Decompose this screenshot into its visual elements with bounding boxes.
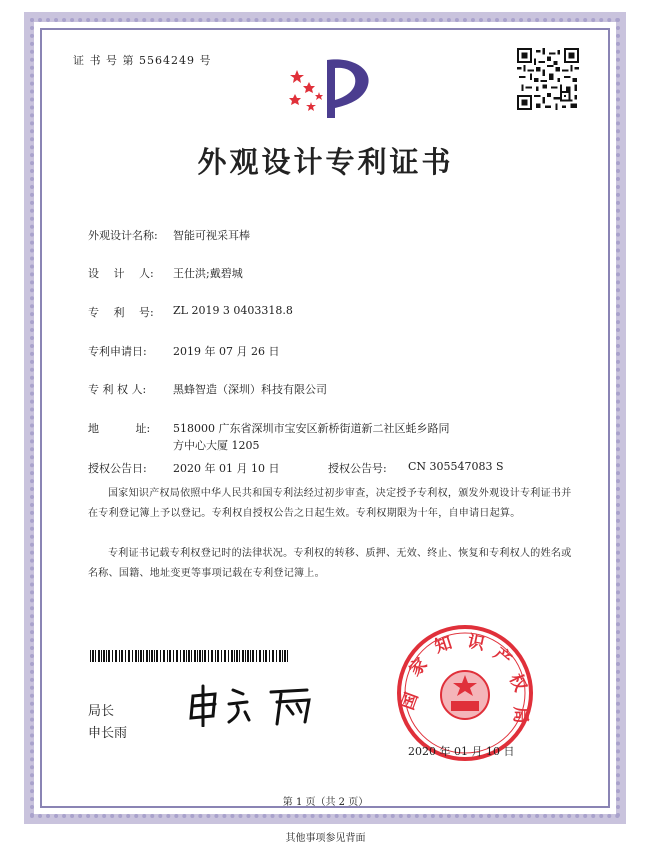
barcode-icon xyxy=(90,650,290,662)
design-name-value: 智能可视采耳棒 xyxy=(173,229,250,242)
svg-text:国: 国 xyxy=(397,689,423,713)
svg-text:知: 知 xyxy=(432,633,455,658)
patent-number-value: ZL 2019 3 0403318.8 xyxy=(173,304,293,317)
footer-note: 其他事项参见背面 xyxy=(285,833,366,844)
page-number: 第 1 页（共 2 页） xyxy=(282,797,369,808)
svg-text:产: 产 xyxy=(489,644,516,671)
address-value-line2: 方中心大厦 1205 xyxy=(173,439,260,452)
address-value-line1: 518000 广东省深圳市宝安区新桥街道新二社区蚝乡路同 xyxy=(173,422,450,435)
grant-date-label: 授权公告日: xyxy=(88,462,147,475)
svg-text:家: 家 xyxy=(405,654,432,681)
patent-number-label: 专 利 号: xyxy=(88,306,154,319)
filing-date-label: 专利申请日: xyxy=(88,345,147,358)
patent-office-logo-icon xyxy=(283,52,379,118)
grant-number-label: 授权公告号: xyxy=(328,462,387,475)
patentee-label: 专 利 权 人: xyxy=(88,383,147,396)
certificate-number: 证 书 号 第 5564249 号 xyxy=(73,54,212,67)
svg-text:局: 局 xyxy=(510,706,530,724)
grant-number-value: CN 305547083 S xyxy=(408,460,504,473)
chief-name: 申长雨 xyxy=(88,726,128,741)
designer-value: 王仕洪;戴碧城 xyxy=(173,267,243,280)
certificate-title: 外观设计专利证书 xyxy=(197,145,454,179)
chief-title: 局长 xyxy=(88,704,115,719)
svg-text:权: 权 xyxy=(504,670,531,695)
signature-icon xyxy=(185,682,335,727)
grant-date-value: 2020 年 01 月 10 日 xyxy=(173,462,280,475)
address-label: 地 址: xyxy=(88,422,151,435)
legal-status-paragraph: 专利证书记载专利权登记时的法律状况。专利权的转移、质押、无效、终止、恢复和专利权人的姓名或名称、国籍、地址变更等事项记载在专利登记簿上。 xyxy=(88,548,572,579)
grant-statement-paragraph: 国家知识产权局依照中华人民共和国专利法经过初步审查，决定授予专利权，颁发外观设计专利证书并在专利登记簿上予以登记。专利权自授权公告之日起生效。专利权期限为十年，自申请日起算。 xyxy=(88,488,572,519)
svg-text:识: 识 xyxy=(465,631,487,655)
design-name-label: 外观设计名称: xyxy=(88,229,158,242)
patentee-value: 黑蜂智造（深圳）科技有限公司 xyxy=(173,383,327,396)
official-seal-icon xyxy=(395,623,535,763)
designer-label: 设 计 人: xyxy=(88,267,154,280)
filing-date-value: 2019 年 07 月 26 日 xyxy=(173,345,280,358)
seal-date: 2020 年 01 月 10 日 xyxy=(408,745,515,758)
qr-code-icon xyxy=(517,48,579,110)
